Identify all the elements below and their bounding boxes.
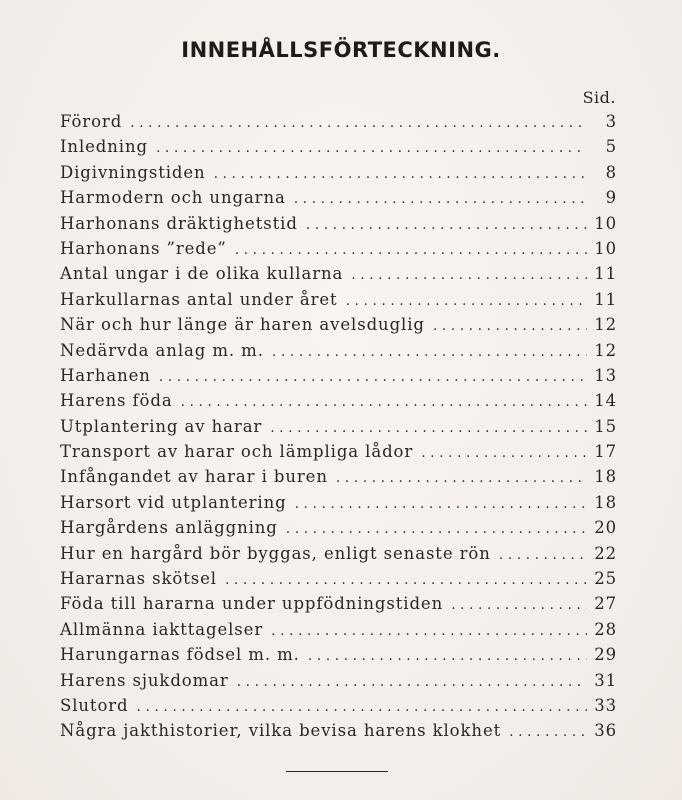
- toc-entry-page-number: 15: [594, 416, 617, 436]
- table-of-contents: [60, 112, 617, 747]
- dot-leader: [271, 623, 587, 639]
- toc-entry: [60, 442, 617, 467]
- toc-entry: [60, 366, 617, 391]
- toc-entry-title: Harens sjukdomar: [60, 670, 229, 690]
- toc-entry-page-number: 5: [605, 137, 617, 157]
- toc-entry-page-number: 10: [594, 213, 617, 233]
- toc-entry-page-number: 3: [605, 112, 617, 131]
- dot-leader: [235, 242, 587, 258]
- dot-leader: [225, 572, 587, 588]
- toc-entry-page-number: 27: [594, 594, 617, 614]
- toc-entry: [60, 544, 617, 569]
- dot-leader: [214, 166, 587, 182]
- dot-leader: [181, 394, 587, 410]
- dot-leader: [130, 115, 587, 131]
- toc-entry-page-number: 11: [594, 264, 617, 284]
- toc-entry-page-number: 18: [594, 492, 617, 512]
- dot-leader: [294, 191, 587, 207]
- toc-entry-title: Harhonans dräktighetstid: [60, 213, 298, 233]
- toc-entry-page-number: 31: [594, 670, 617, 690]
- toc-entry-title: Utplantering av harar: [60, 416, 263, 436]
- toc-entry: [60, 671, 617, 696]
- toc-entry-page-number: 13: [594, 365, 617, 385]
- dot-leader: [509, 724, 587, 740]
- toc-entry-title: När och hur länge är haren avelsduglig: [60, 315, 425, 335]
- dot-leader: [308, 648, 587, 664]
- toc-entry-page-number: 14: [594, 391, 617, 411]
- toc-entry-page-number: 20: [594, 518, 617, 538]
- toc-entry-page-number: 28: [594, 619, 617, 639]
- toc-entry-title: Harhanen: [60, 365, 151, 385]
- toc-entry: [60, 417, 617, 442]
- toc-entry: [60, 315, 617, 340]
- toc-entry-page-number: 33: [594, 695, 617, 715]
- dot-leader: [451, 597, 587, 613]
- dot-leader: [270, 420, 587, 436]
- toc-entry: [60, 594, 617, 619]
- toc-entry-title: Slutord: [60, 695, 129, 715]
- toc-entry-title: Allmänna iakttagelser: [60, 619, 264, 639]
- toc-entry-title: Hargårdens anläggning: [60, 518, 278, 538]
- toc-entry-page-number: 36: [594, 721, 617, 741]
- toc-entry: [60, 569, 617, 594]
- toc-entry: [60, 112, 617, 137]
- toc-entry-title: Harens föda: [60, 391, 173, 411]
- toc-entry-title: Nedärvda anlag m. m.: [60, 340, 264, 360]
- toc-entry: [60, 290, 617, 315]
- toc-entry: [60, 137, 617, 162]
- dot-leader: [433, 318, 587, 334]
- toc-entry-title: Hur en hargård bör byggas, enligt senaste rön: [60, 543, 491, 563]
- toc-entry: [60, 493, 617, 518]
- dot-leader: [286, 521, 587, 537]
- toc-entry-title: Hararnas skötsel: [60, 569, 217, 589]
- toc-entry-page-number: 29: [594, 645, 617, 665]
- toc-entry: [60, 341, 617, 366]
- toc-entry: [60, 696, 617, 721]
- toc-entry-title: Harungarnas födsel m. m.: [60, 645, 300, 665]
- toc-entry-title: Några jakthistorier, vilka bevisa harens klokhet: [60, 721, 502, 741]
- toc-entry-title: Förord: [60, 112, 123, 131]
- toc-entry-page-number: 8: [605, 162, 617, 182]
- dot-leader: [351, 267, 587, 283]
- toc-entry: [60, 645, 617, 670]
- toc-entry-title: Harmodern och ungarna: [60, 188, 286, 208]
- toc-entry: [60, 467, 617, 492]
- dot-leader: [336, 470, 587, 486]
- dot-leader: [237, 674, 587, 690]
- toc-entry-page-number: 12: [594, 340, 617, 360]
- page-title: INNEHÅLLSFÖRTECKNING.: [181, 38, 501, 62]
- dot-leader: [306, 217, 587, 233]
- toc-entry-page-number: 25: [594, 569, 617, 589]
- toc-entry: [60, 163, 617, 188]
- toc-entry-page-number: 10: [594, 238, 617, 258]
- toc-entry: [60, 391, 617, 416]
- dot-leader: [499, 547, 587, 563]
- toc-entry: [60, 721, 617, 746]
- dot-leader: [421, 445, 587, 461]
- toc-entry-title: Transport av harar och lämpliga lådor: [60, 442, 414, 462]
- toc-entry-title: Harkullarnas antal under året: [60, 289, 338, 309]
- divider-rule: [286, 771, 388, 772]
- page-column-header: Sid.: [582, 88, 616, 107]
- toc-entry-page-number: 17: [594, 442, 617, 462]
- toc-entry-title: Digivningstiden: [60, 162, 206, 182]
- toc-entry-title: Antal ungar i de olika kullarna: [60, 264, 344, 284]
- dot-leader: [156, 140, 587, 156]
- toc-entry-title: Harsort vid utplantering: [60, 492, 287, 512]
- toc-entry: [60, 620, 617, 645]
- toc-entry-title: Föda till hararna under uppfödningstiden: [60, 594, 444, 614]
- toc-entry-title: Infångandet av harar i buren: [60, 467, 328, 487]
- dot-leader: [137, 699, 587, 715]
- toc-entry: [60, 214, 617, 239]
- toc-entry-page-number: 22: [594, 543, 617, 563]
- toc-entry-page-number: 9: [605, 188, 617, 208]
- toc-entry-page-number: 11: [594, 289, 617, 309]
- toc-entry-page-number: 12: [594, 315, 617, 335]
- toc-entry: [60, 518, 617, 543]
- toc-entry: [60, 188, 617, 213]
- toc-entry-title: Inledning: [60, 137, 148, 157]
- dot-leader: [159, 369, 587, 385]
- toc-entry: [60, 264, 617, 289]
- toc-entry-page-number: 18: [594, 467, 617, 487]
- dot-leader: [295, 496, 587, 512]
- toc-entry-title: Harhonans ”rede”: [60, 238, 227, 258]
- toc-entry: [60, 239, 617, 264]
- dot-leader: [346, 293, 587, 309]
- dot-leader: [272, 344, 587, 360]
